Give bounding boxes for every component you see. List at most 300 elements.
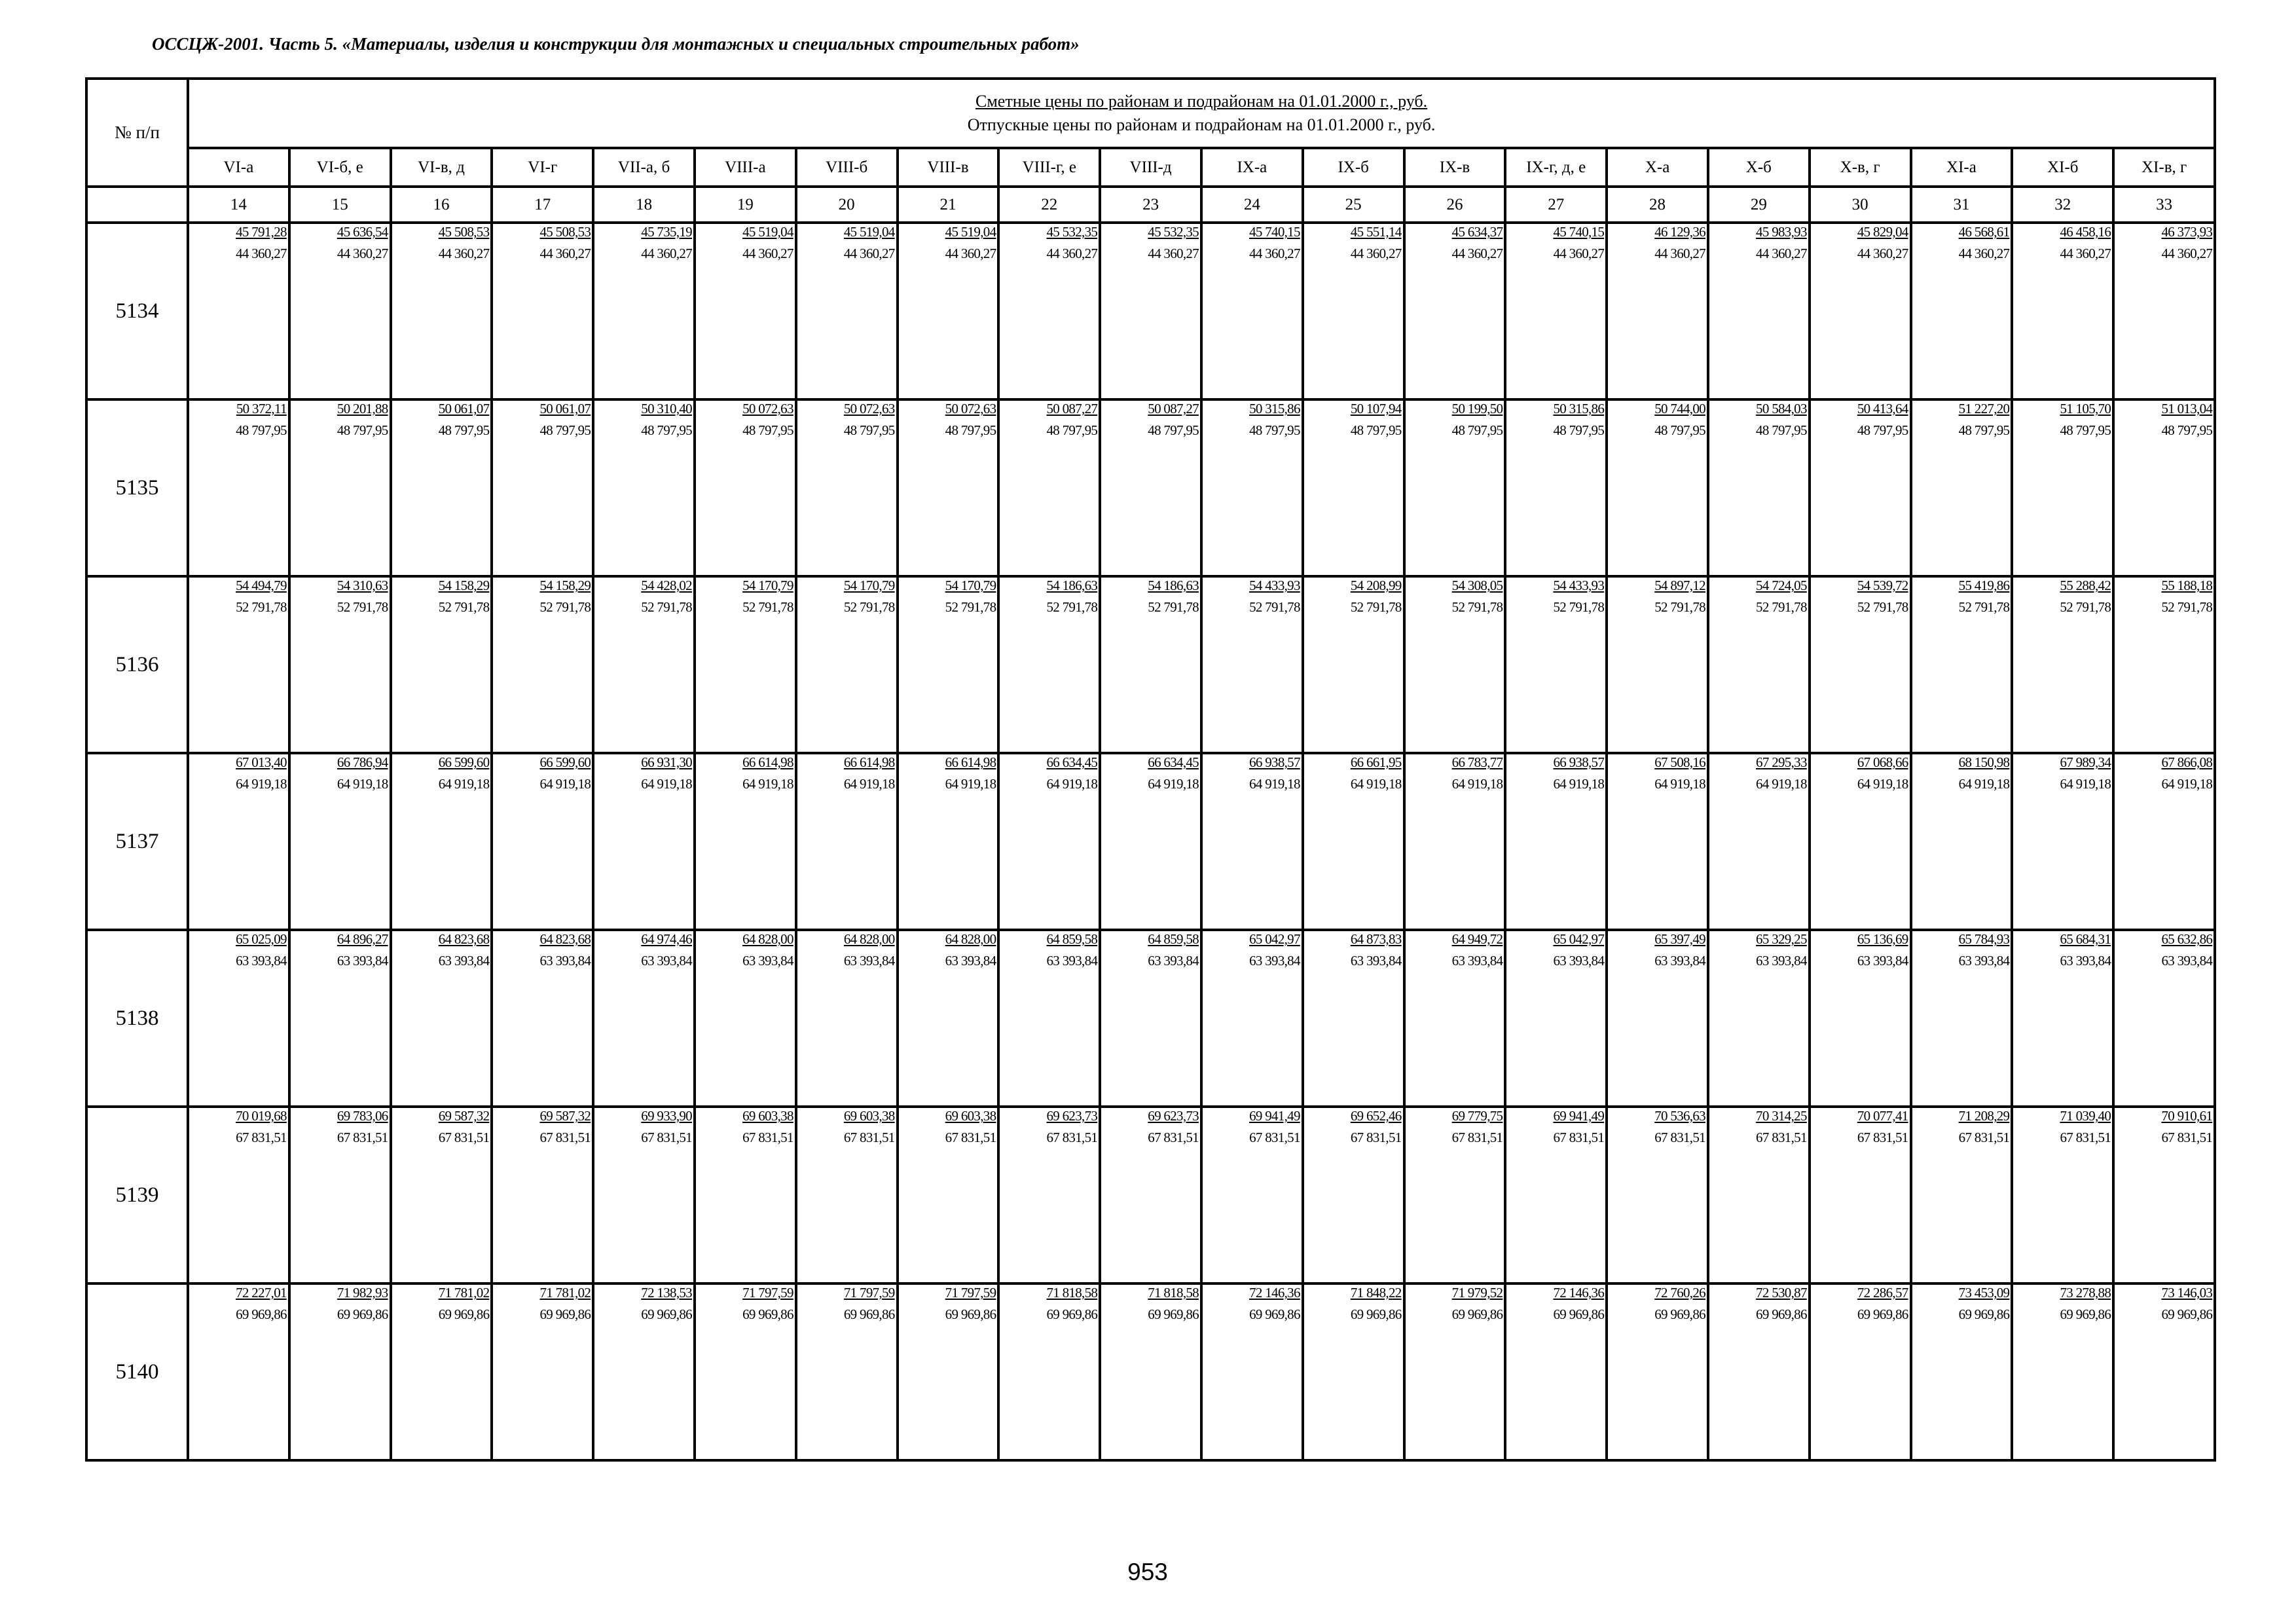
price-cell [2012, 1107, 2113, 1283]
price-cell [391, 223, 492, 399]
price-cell [188, 1283, 289, 1460]
price-cell [998, 576, 1100, 753]
estimate-price: 66 614,98 [945, 754, 996, 770]
release-price: 64 919,18 [2161, 776, 2213, 792]
estimate-price: 45 829,04 [1857, 224, 1908, 240]
price-cell [1100, 753, 1201, 930]
estimate-price: 73 146,03 [2161, 1285, 2213, 1301]
price-cell [1607, 399, 1708, 576]
table-row [86, 753, 2215, 930]
column-number: 14 [188, 187, 289, 223]
release-price: 67 831,51 [843, 1130, 895, 1145]
release-price: 48 797,95 [2161, 422, 2213, 438]
release-price: 64 919,18 [2060, 776, 2111, 792]
price-cell [1911, 576, 2013, 753]
estimate-price: 65 042,97 [1249, 931, 1300, 947]
estimate-price: 54 310,63 [337, 578, 388, 593]
estimate-price: 66 931,30 [641, 754, 692, 770]
estimate-price: 65 632,86 [2161, 931, 2213, 947]
price-cell [2012, 930, 2113, 1107]
release-price: 67 831,51 [438, 1130, 490, 1145]
price-cell [1505, 399, 1607, 576]
region-header: IX-г, д, е [1505, 148, 1607, 187]
estimate-price: 64 859,58 [1046, 931, 1098, 947]
price-cell [796, 223, 898, 399]
price-cell [492, 1107, 593, 1283]
estimate-price: 66 599,60 [539, 754, 591, 770]
price-cell [2113, 753, 2215, 930]
estimate-price: 54 186,63 [1046, 578, 1098, 593]
price-cell [1505, 1283, 1607, 1460]
estimate-price: 55 188,18 [2161, 578, 2213, 593]
price-cell [998, 1283, 1100, 1460]
release-price: 67 831,51 [1249, 1130, 1300, 1145]
estimate-price: 54 724,05 [1756, 578, 1807, 593]
release-price: 63 393,84 [337, 953, 388, 969]
release-price: 63 393,84 [2161, 953, 2213, 969]
release-price: 67 831,51 [1553, 1130, 1605, 1145]
release-price: 52 791,78 [236, 599, 287, 615]
column-number: 32 [2012, 187, 2113, 223]
release-price: 67 831,51 [641, 1130, 692, 1145]
price-cell [898, 753, 999, 930]
release-price: 63 393,84 [2060, 953, 2111, 969]
estimate-price: 67 989,34 [2060, 754, 2111, 770]
price-cell [1404, 1107, 1506, 1283]
estimate-price: 70 019,68 [236, 1108, 287, 1124]
estimate-price: 65 042,97 [1553, 931, 1605, 947]
release-price: 64 919,18 [945, 776, 996, 792]
estimate-price: 71 781,02 [438, 1285, 490, 1301]
region-header: VI-г [492, 148, 593, 187]
price-cell [593, 930, 695, 1107]
estimate-price: 46 568,61 [1958, 224, 2010, 240]
price-cell [2012, 399, 2113, 576]
release-price: 67 831,51 [539, 1130, 591, 1145]
release-price: 52 791,78 [843, 599, 895, 615]
estimate-price: 65 784,93 [1958, 931, 2010, 947]
price-cell [1505, 753, 1607, 930]
estimate-price: 51 105,70 [2060, 401, 2111, 416]
price-cell [2113, 576, 2215, 753]
price-cell [1303, 399, 1404, 576]
release-price: 52 791,78 [1756, 599, 1807, 615]
price-cell [796, 399, 898, 576]
release-price: 44 360,27 [1857, 246, 1908, 261]
price-cell [2012, 753, 2113, 930]
estimate-price: 71 848,22 [1350, 1285, 1402, 1301]
estimate-price: 73 278,88 [2060, 1285, 2111, 1301]
release-price: 64 919,18 [1249, 776, 1300, 792]
price-cell [998, 223, 1100, 399]
estimate-price-title: Сметные цены по районам и подрайонам на 01.01.2000 г., руб. [975, 92, 1428, 111]
release-price: 48 797,95 [1553, 422, 1605, 438]
price-cell [1607, 576, 1708, 753]
release-price: 52 791,78 [1046, 599, 1098, 615]
estimate-price: 50 315,86 [1553, 401, 1605, 416]
price-cell [1303, 930, 1404, 1107]
release-price: 63 393,84 [843, 953, 895, 969]
estimate-price: 72 146,36 [1553, 1285, 1605, 1301]
price-cell [1911, 399, 2013, 576]
estimate-price: 50 061,07 [539, 401, 591, 416]
estimate-price: 65 329,25 [1756, 931, 1807, 947]
estimate-price: 51 227,20 [1958, 401, 2010, 416]
estimate-price: 71 781,02 [539, 1285, 591, 1301]
release-price: 69 969,86 [641, 1306, 692, 1322]
estimate-price: 69 603,38 [945, 1108, 996, 1124]
estimate-price: 69 587,32 [539, 1108, 591, 1124]
table-row [86, 576, 2215, 753]
price-cell [796, 576, 898, 753]
price-cell [188, 576, 289, 753]
price-cell [1404, 223, 1506, 399]
price-cell [898, 1107, 999, 1283]
price-cell [1100, 399, 1201, 576]
region-header: VIII-а [695, 148, 796, 187]
region-header: XI-а [1911, 148, 2013, 187]
release-price: 64 919,18 [843, 776, 895, 792]
estimate-price: 71 982,93 [337, 1285, 388, 1301]
estimate-price: 65 684,31 [2060, 931, 2111, 947]
price-cell [1607, 1283, 1708, 1460]
estimate-price: 54 186,63 [1148, 578, 1199, 593]
column-number: 23 [1100, 187, 1201, 223]
price-cell [1505, 1107, 1607, 1283]
price-cell [1708, 399, 1810, 576]
price-table [85, 77, 2216, 1462]
estimate-price: 50 072,63 [742, 401, 793, 416]
estimate-price: 45 551,14 [1350, 224, 1402, 240]
price-cell [289, 753, 391, 930]
release-price: 48 797,95 [1958, 422, 2010, 438]
estimate-price: 71 797,59 [843, 1285, 895, 1301]
release-price: 48 797,95 [1046, 422, 1098, 438]
price-cell [1810, 753, 1911, 930]
region-header: VIII-г, е [998, 148, 1100, 187]
price-cell [1100, 576, 1201, 753]
region-header: X-б [1708, 148, 1810, 187]
estimate-price: 69 779,75 [1451, 1108, 1503, 1124]
column-numbers-row [86, 187, 2215, 223]
release-price: 63 393,84 [742, 953, 793, 969]
estimate-price: 50 372,11 [236, 401, 287, 416]
region-header: IX-в [1404, 148, 1506, 187]
release-price: 69 969,86 [1046, 1306, 1098, 1322]
release-price: 48 797,95 [2060, 422, 2111, 438]
estimate-price: 45 519,04 [945, 224, 996, 240]
estimate-price: 50 087,27 [1046, 401, 1098, 416]
price-cell [1201, 753, 1303, 930]
release-price: 64 919,18 [1857, 776, 1908, 792]
release-price: 64 919,18 [1148, 776, 1199, 792]
release-price: 52 791,78 [1249, 599, 1300, 615]
estimate-price: 50 107,94 [1350, 401, 1402, 416]
estimate-price: 54 158,29 [539, 578, 591, 593]
price-cell [593, 753, 695, 930]
price-cell [1303, 1283, 1404, 1460]
release-price: 52 791,78 [742, 599, 793, 615]
release-price: 48 797,95 [438, 422, 490, 438]
release-price: 44 360,27 [843, 246, 895, 261]
price-cell [695, 930, 796, 1107]
release-price: 63 393,84 [1654, 953, 1705, 969]
price-cell [593, 576, 695, 753]
release-price: 67 831,51 [236, 1130, 287, 1145]
column-number: 28 [1607, 187, 1708, 223]
estimate-price: 69 623,73 [1148, 1108, 1199, 1124]
region-header: IX-а [1201, 148, 1303, 187]
release-price: 44 360,27 [1046, 246, 1098, 261]
table-row [86, 223, 2215, 399]
price-cell [188, 223, 289, 399]
region-header: VIII-д [1100, 148, 1201, 187]
release-price: 52 791,78 [1148, 599, 1199, 615]
price-cell [391, 930, 492, 1107]
release-price: 64 919,18 [742, 776, 793, 792]
region-header: VI-в, д [391, 148, 492, 187]
price-cell [695, 753, 796, 930]
row-id: 5134 [86, 223, 188, 399]
release-price: 52 791,78 [1857, 599, 1908, 615]
price-cell [796, 1283, 898, 1460]
estimate-price: 65 025,09 [236, 931, 287, 947]
column-number: 33 [2113, 187, 2215, 223]
release-price: 44 360,27 [1350, 246, 1402, 261]
release-price: 63 393,84 [1451, 953, 1503, 969]
price-cell [1607, 1107, 1708, 1283]
release-price: 44 360,27 [2161, 246, 2213, 261]
column-number: 27 [1505, 187, 1607, 223]
price-cell [1810, 930, 1911, 1107]
price-cell [289, 223, 391, 399]
price-cell [188, 930, 289, 1107]
estimate-price: 65 136,69 [1857, 931, 1908, 947]
estimate-price: 69 603,38 [742, 1108, 793, 1124]
estimate-price: 45 983,93 [1756, 224, 1807, 240]
release-price: 64 919,18 [641, 776, 692, 792]
release-price: 48 797,95 [1756, 422, 1807, 438]
estimate-price: 64 828,00 [843, 931, 895, 947]
estimate-price: 54 433,93 [1553, 578, 1605, 593]
price-cell [188, 753, 289, 930]
release-price: 44 360,27 [945, 246, 996, 261]
row-id: 5136 [86, 576, 188, 753]
table-row [86, 930, 2215, 1107]
estimate-price: 50 061,07 [438, 401, 490, 416]
release-price: 69 969,86 [337, 1306, 388, 1322]
release-price: 69 969,86 [742, 1306, 793, 1322]
estimate-price: 71 818,58 [1148, 1285, 1199, 1301]
release-price: 63 393,84 [539, 953, 591, 969]
price-cell [1404, 576, 1506, 753]
region-header: VII-а, б [593, 148, 695, 187]
column-number-blank [86, 187, 188, 223]
price-cell [796, 930, 898, 1107]
price-cell [492, 930, 593, 1107]
release-price: 69 969,86 [1148, 1306, 1199, 1322]
region-header: XI-в, г [2113, 148, 2215, 187]
estimate-price: 66 634,45 [1046, 754, 1098, 770]
price-cell [1404, 930, 1506, 1107]
price-cell [1100, 930, 1201, 1107]
price-cell [492, 223, 593, 399]
release-price: 48 797,95 [1451, 422, 1503, 438]
estimate-price: 50 413,64 [1857, 401, 1908, 416]
price-cell [898, 399, 999, 576]
release-price: 44 360,27 [1451, 246, 1503, 261]
estimate-price: 50 201,88 [337, 401, 388, 416]
row-id: 5140 [86, 1283, 188, 1460]
price-cell [391, 576, 492, 753]
estimate-price: 45 532,35 [1046, 224, 1098, 240]
estimate-price: 71 039,40 [2060, 1108, 2111, 1124]
price-cell [1100, 1107, 1201, 1283]
estimate-price: 69 623,73 [1046, 1108, 1098, 1124]
column-number: 19 [695, 187, 796, 223]
estimate-price: 64 828,00 [742, 931, 793, 947]
release-price: 63 393,84 [438, 953, 490, 969]
estimate-price: 45 519,04 [742, 224, 793, 240]
price-cell [2012, 223, 2113, 399]
estimate-price: 50 744,00 [1654, 401, 1705, 416]
estimate-price: 46 373,93 [2161, 224, 2213, 240]
price-cell [188, 1107, 289, 1283]
release-price: 48 797,95 [1148, 422, 1199, 438]
estimate-price: 67 295,33 [1756, 754, 1807, 770]
estimate-price: 54 428,02 [641, 578, 692, 593]
release-price: 44 360,27 [438, 246, 490, 261]
estimate-price: 66 614,98 [742, 754, 793, 770]
column-number: 20 [796, 187, 898, 223]
price-cell [998, 930, 1100, 1107]
price-cell [1708, 223, 1810, 399]
price-cell [1607, 753, 1708, 930]
price-cell [695, 1283, 796, 1460]
estimate-price: 50 072,63 [843, 401, 895, 416]
release-price: 48 797,95 [1350, 422, 1402, 438]
price-cell [898, 576, 999, 753]
estimate-price: 64 823,68 [539, 931, 591, 947]
release-price: 52 791,78 [1350, 599, 1402, 615]
release-price: 63 393,84 [1756, 953, 1807, 969]
release-price: 67 831,51 [1350, 1130, 1402, 1145]
estimate-price: 70 077,41 [1857, 1108, 1908, 1124]
release-price: 63 393,84 [1148, 953, 1199, 969]
estimate-price: 50 072,63 [945, 401, 996, 416]
estimate-price: 66 786,94 [337, 754, 388, 770]
release-price: 67 831,51 [1046, 1130, 1098, 1145]
estimate-price: 45 740,15 [1249, 224, 1300, 240]
estimate-price: 69 941,49 [1553, 1108, 1605, 1124]
price-cell [1100, 1283, 1201, 1460]
release-price: 52 791,78 [1553, 599, 1605, 615]
price-cell [2012, 1283, 2113, 1460]
release-price: 69 969,86 [1857, 1306, 1908, 1322]
price-cell [1911, 223, 2013, 399]
release-price: 48 797,95 [843, 422, 895, 438]
release-price: 48 797,95 [1857, 422, 1908, 438]
price-cell [1303, 753, 1404, 930]
estimate-price: 70 910,61 [2161, 1108, 2213, 1124]
release-price: 64 919,18 [1654, 776, 1705, 792]
estimate-price: 67 866,08 [2161, 754, 2213, 770]
price-cell [492, 399, 593, 576]
region-header: X-в, г [1810, 148, 1911, 187]
estimate-price: 72 286,57 [1857, 1285, 1908, 1301]
row-id: 5138 [86, 930, 188, 1107]
estimate-price: 72 760,26 [1654, 1285, 1705, 1301]
estimate-price: 45 636,54 [337, 224, 388, 240]
price-cell [1404, 1283, 1506, 1460]
column-number: 22 [998, 187, 1100, 223]
release-price: 63 393,84 [1857, 953, 1908, 969]
release-price: 64 919,18 [1756, 776, 1807, 792]
release-price: 48 797,95 [945, 422, 996, 438]
estimate-price: 72 227,01 [236, 1285, 287, 1301]
price-cell [1505, 223, 1607, 399]
price-cell [593, 399, 695, 576]
release-price: 67 831,51 [1654, 1130, 1705, 1145]
release-price: 67 831,51 [945, 1130, 996, 1145]
release-price: 48 797,95 [236, 422, 287, 438]
price-cell [593, 1283, 695, 1460]
release-price: 52 791,78 [1451, 599, 1503, 615]
table-title [188, 79, 2215, 148]
price-cell [1100, 223, 1201, 399]
estimate-price: 54 158,29 [438, 578, 490, 593]
estimate-price: 54 208,99 [1350, 578, 1402, 593]
estimate-price: 45 519,04 [843, 224, 895, 240]
release-price: 67 831,51 [337, 1130, 388, 1145]
estimate-price: 66 599,60 [438, 754, 490, 770]
release-price: 64 919,18 [438, 776, 490, 792]
estimate-price: 66 661,95 [1350, 754, 1402, 770]
estimate-price: 69 933,90 [641, 1108, 692, 1124]
release-price: 44 360,27 [1958, 246, 2010, 261]
release-price: 44 360,27 [1553, 246, 1605, 261]
estimate-price: 72 146,36 [1249, 1285, 1300, 1301]
estimate-price: 71 797,59 [742, 1285, 793, 1301]
estimate-price: 70 536,63 [1654, 1108, 1705, 1124]
estimate-price: 72 138,53 [641, 1285, 692, 1301]
price-cell [1810, 223, 1911, 399]
price-cell [1810, 576, 1911, 753]
estimate-price: 50 315,86 [1249, 401, 1300, 416]
column-number: 21 [898, 187, 999, 223]
estimate-price: 67 508,16 [1654, 754, 1705, 770]
price-cell [289, 576, 391, 753]
release-price: 44 360,27 [641, 246, 692, 261]
estimate-price: 45 740,15 [1553, 224, 1605, 240]
release-price: 44 360,27 [337, 246, 388, 261]
price-cell [1810, 1283, 1911, 1460]
price-cell [1607, 930, 1708, 1107]
price-cell [695, 223, 796, 399]
column-number: 29 [1708, 187, 1810, 223]
release-price: 69 969,86 [1756, 1306, 1807, 1322]
price-cell [1708, 1283, 1810, 1460]
price-cell [695, 1107, 796, 1283]
price-cell [1911, 753, 2013, 930]
estimate-price: 64 823,68 [438, 931, 490, 947]
price-cell [492, 753, 593, 930]
row-id: 5135 [86, 399, 188, 576]
table-row [86, 1283, 2215, 1460]
estimate-price: 69 941,49 [1249, 1108, 1300, 1124]
release-price: 48 797,95 [337, 422, 388, 438]
region-header: IX-б [1303, 148, 1404, 187]
